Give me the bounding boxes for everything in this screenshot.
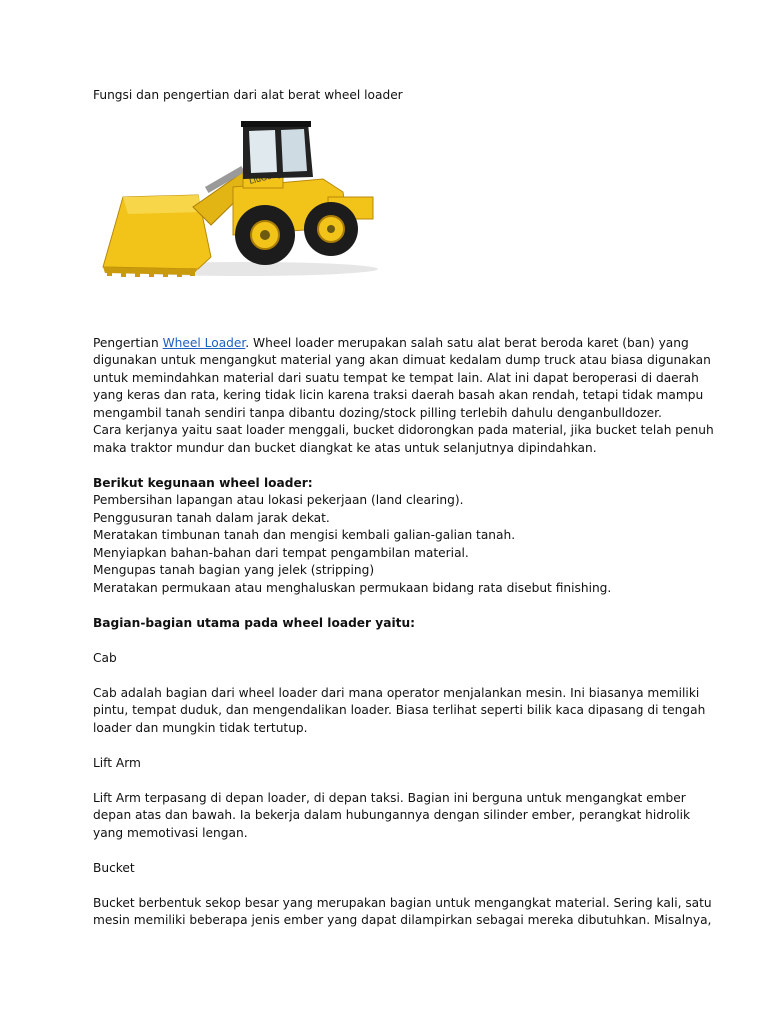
paragraph-gap	[93, 667, 693, 685]
paragraph-gap	[93, 632, 693, 650]
intro-line: yang keras dan rata, kering tidak licin karena traksi daerah basah akan rendah, tetapi tidak mampu	[93, 388, 704, 402]
cab-title: Cab	[93, 650, 117, 665]
paragraph-gap	[93, 737, 693, 755]
uses-item: Menyiapkan bahan-bahan dari tempat pengambilan material.	[93, 545, 469, 560]
lift-arm-line: depan atas dan bawah. Ia bekerja dalam hubungannya dengan silinder ember, perangkat hidrolik	[93, 808, 691, 822]
bucket-line: Bucket berbentuk sekop besar yang merupakan bagian untuk mengangkat material. Sering kali, satu	[93, 895, 712, 910]
paragraph-gap	[93, 842, 693, 860]
bucket-title: Bucket	[93, 860, 135, 875]
article-text	[93, 87, 714, 930]
lift-arm-line: Lift Arm terpasang di depan loader, di depan taksi. Bagian ini berguna untuk mengangkat ember	[93, 790, 686, 805]
bucket-line: mesin memiliki beberapa jenis ember yang dapat dilampirkan sebagai mereka dibutuhkan. Misalnya,	[93, 913, 712, 927]
image-spacer	[93, 105, 693, 335]
uses-heading: Berikut kegunaan wheel loader:	[93, 475, 313, 490]
uses-item: Meratakan timbunan tanah dan mengisi kembali galian-galian tanah.	[93, 528, 516, 542]
paragraph-gap	[93, 772, 693, 790]
page-title: Fungsi dan pengertian dari alat berat wheel loader	[93, 88, 403, 102]
wheel-loader-link[interactable]: Wheel Loader	[162, 335, 246, 350]
intro-line: untuk memindahkan material dari suatu tempat ke tempat lain. Alat ini dapat beroperasi di daerah	[93, 370, 699, 385]
cab-line: Cab adalah bagian dari wheel loader dari mana operator menjalankan mesin. Ini biasanya memiliki	[93, 685, 700, 700]
intro-lead: Pengertian	[93, 335, 163, 350]
intro-first-line	[93, 335, 693, 353]
uses-item: Penggusuran tanah dalam jarak dekat.	[93, 510, 330, 525]
uses-item: Pembersihan lapangan atau lokasi pekerjaan (land clearing).	[93, 493, 464, 507]
lift-arm-line: yang memotivasi lengan.	[93, 825, 248, 840]
intro-line: mengambil tanah sendiri tanpa dibantu dozing/stock pilling terlebih dahulu denganbulldozer.	[93, 405, 662, 420]
uses-item: Meratakan permukaan atau menghaluskan permukaan bidang rata disebut finishing.	[93, 580, 612, 595]
intro-line: maka traktor mundur dan bucket diangkat ke atas untuk selanjutnya dipindahkan.	[93, 440, 597, 455]
cab-line: loader dan mungkin tidak tertutup.	[93, 720, 308, 735]
parts-heading: Bagian-bagian utama pada wheel loader yaitu:	[93, 615, 416, 630]
paragraph-gap	[93, 877, 693, 895]
lift-arm-title: Lift Arm	[93, 755, 141, 770]
cab-line: pintu, tempat duduk, dan mengendalikan loader. Biasa terlihat seperti bilik kaca dipasang di tengah	[93, 703, 706, 717]
paragraph-gap	[93, 597, 693, 615]
intro-line: digunakan untuk mengangkut material yang akan dimuat kedalam dump truck atau biasa digunakan	[93, 353, 711, 367]
uses-item: Mengupas tanah bagian yang jelek (stripping)	[93, 563, 375, 577]
intro-first-line-rest: . Wheel loader merupakan salah satu alat berat beroda karet (ban) yang	[245, 335, 689, 350]
paragraph-gap	[93, 457, 693, 475]
intro-line: Cara kerjanya yaitu saat loader menggali, bucket didorongkan pada material, jika bucket telah penuh	[93, 423, 714, 437]
